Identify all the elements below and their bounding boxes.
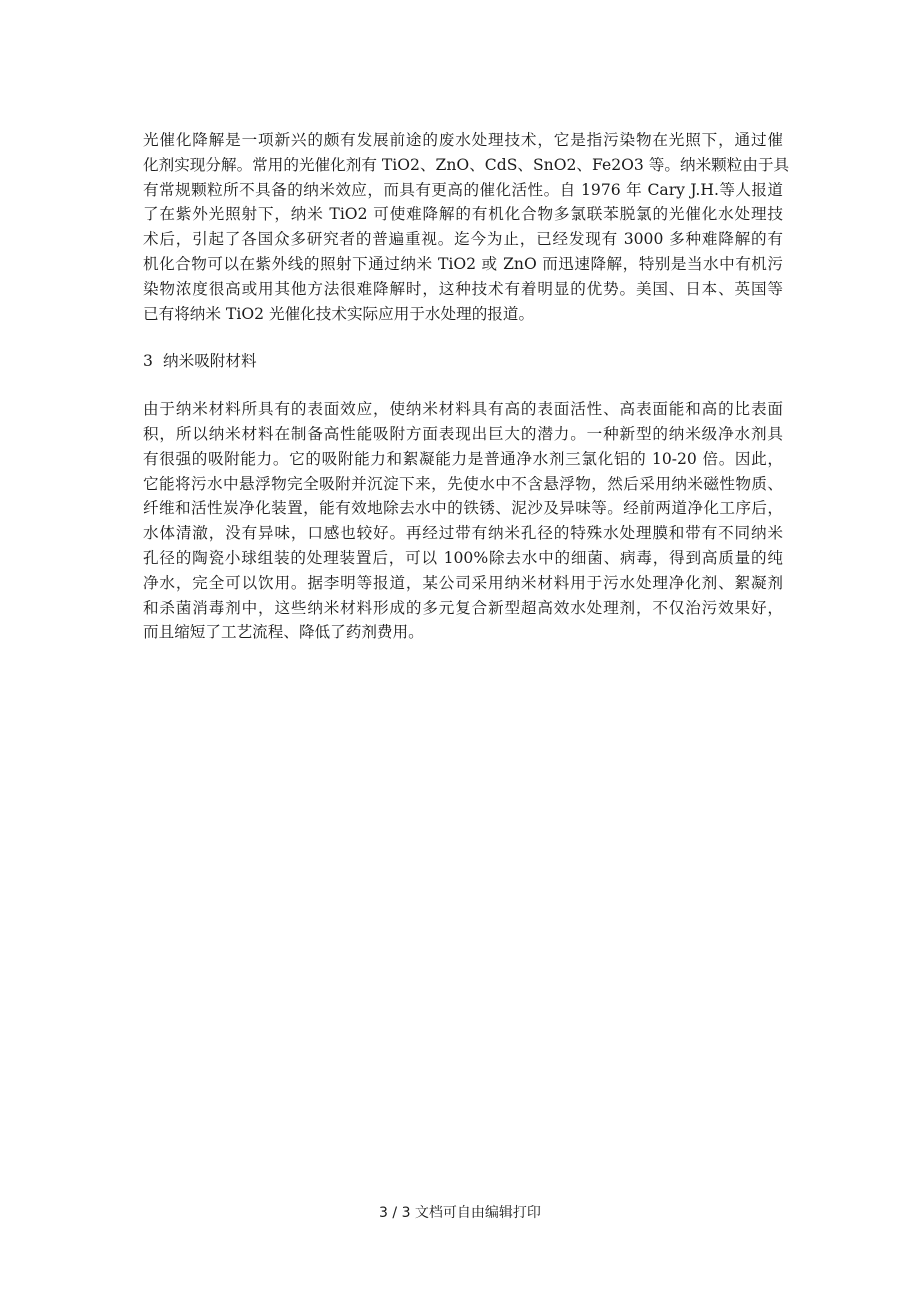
text-line: 了在紫外光照射下，纳米 TiO2 可使难降解的有机化合物多氯联苯脱氯的光催化水处理技 [143,205,783,224]
text-line: 机化合物可以在紫外线的照射下通过纳米 TiO2 或 ZnO 而迅速降解，特别是当水中有机污 [143,254,783,273]
text-line: 孔径的陶瓷小球组装的处理装置后，可以 100%除去水中的细菌、病毒，得到高质量的纯 [143,548,783,567]
text-line: 染物浓度很高或用其他方法很难降解时，这种技术有着明显的优势。美国、日本、英国等 [143,279,783,298]
text-line: 它能将污水中悬浮物完全吸附并沉淀下来，先使水中不含悬浮物，然后采用纳米磁性物质、 [143,474,783,493]
text-line: 净水，完全可以饮用。据李明等报道，某公司采用纳米材料用于污水处理净化剂、絮凝剂 [143,573,783,592]
paragraph-adsorption [143,397,783,645]
text-line: 光催化降解是一项新兴的颇有发展前途的废水处理技术，它是指污染物在光照下，通过催 [143,131,783,149]
paragraph-photocatalysis [143,128,790,326]
text-line: 积，所以纳米材料在制备高性能吸附方面表现出巨大的潜力。一种新型的纳米级净水剂具 [143,424,783,443]
text-line: 已有将纳米 TiO2 光催化技术实际应用于水处理的报道。 [143,304,535,323]
section-title: 纳米吸附材料 [163,352,257,371]
text-line: 有很强的吸附能力。它的吸附能力和絮凝能力是普通净水剂三氯化铝的 10-20 倍。因此， [143,449,783,468]
text-line: 纤维和活性炭净化装置，能有效地除去水中的铁锈、泥沙及异味等。经前两道净化工序后， [143,499,783,518]
text-line: 而且缩短了工艺流程、降低了药剂费用。 [143,623,424,642]
document-body [143,128,790,645]
text-line: 术后，引起了各国众多研究者的普遍重视。迄今为止，已经发现有 3000 多种难降解的有 [143,230,783,249]
section-heading [143,349,783,374]
text-line: 由于纳米材料所具有的表面效应，使纳米材料具有高的表面活性、高表面能和高的比表面 [143,400,783,419]
text-line: 有常规颗粒所不具备的纳米效应，而具有更高的催化活性。自 1976 年 Cary J.H.等人报道 [143,180,783,199]
page-footer: 3 / 3 文档可自由编辑打印 [379,1205,541,1221]
text-line: 水体清澈，没有异味，口感也较好。再经过带有纳米孔径的特殊水处理膜和带有不同纳米 [143,524,783,543]
section-number: 3 [143,352,153,371]
text-line: 和杀菌消毒剂中，这些纳米材料形成的多元复合新型超高效水处理剂，不仅治污效果好， [143,598,783,617]
text-line: 化剂实现分解。常用的光催化剂有 TiO2、ZnO、CdS、SnO2、Fe2O3 等。纳米颗粒由于具 [143,155,790,174]
